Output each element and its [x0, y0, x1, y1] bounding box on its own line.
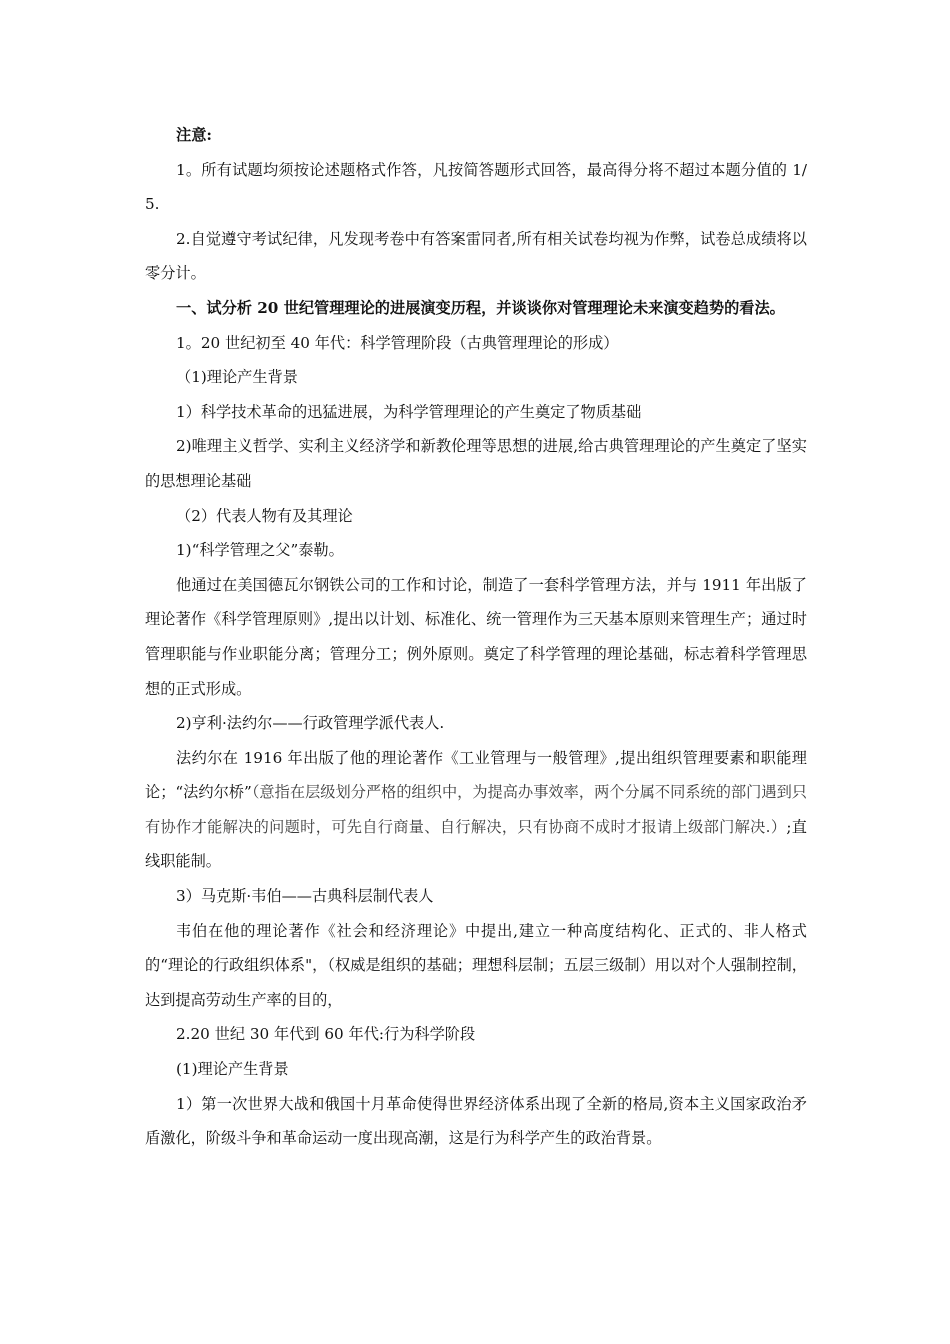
- notice-item-2: 2.自觉遵守考试纪律，凡发现考卷中有答案雷同者,所有相关试卷均视为作弊，试卷总成绩将以零分计。: [145, 229, 807, 283]
- section2-background-heading: (1)理论产生背景: [176, 1060, 289, 1079]
- section1-background-1: 1）科学技术革命的迅猛进展，为科学管理理论的产生奠定了物质基础: [176, 402, 642, 421]
- section1-background-heading: （1)理论产生背景: [176, 368, 298, 387]
- notice-item-1: 1。所有试题均须按论述题格式作答，凡按简答题形式回答，最高得分将不超过本题分值的 1/5.: [145, 160, 807, 214]
- section2-heading: 2.20 世纪 30 年代到 60 年代:行为科学阶段: [176, 1025, 476, 1044]
- section1-people-heading: （2）代表人物有及其理论: [176, 506, 353, 525]
- fayol-text-c: ;直线职能制。: [145, 817, 807, 871]
- fayol-text: [145, 741, 807, 879]
- section2-background-1: 1）第一次世界大战和俄国十月革命使得世界经济体系出现了全新的格局,资本主义国家政治矛盾激化，阶级斗争和革命运动一度出现高潮，这是行为科学产生的政治背景。: [145, 1094, 807, 1148]
- taylor-heading: 1)“科学管理之父”泰勒。: [176, 541, 344, 560]
- document-page: [145, 118, 807, 1156]
- section1-heading: 1。20 世纪初至 40 年代：科学管理阶段（古典管理理论的形成）: [176, 333, 619, 352]
- fayol-text-a: 法约尔在 1916 年出版了他的理论著作《工业管理与一般管理》,提出组织管理要素和职能理论；“法约尔桥”: [145, 748, 807, 802]
- weber-heading: 3）马克斯·韦伯——古典科层制代表人: [176, 887, 434, 906]
- fayol-heading: 2)亨利·法约尔——行政管理学派代表人.: [176, 714, 445, 733]
- fayol-text-b: （意指在层级划分严格的组织中，为提高办事效率，两个分属不同系统的部门遇到只有协作才能解决的问题时，可先自行商量、自行解决，只有协商不成时才报请上级部门解决.）: [145, 783, 807, 836]
- section1-background-2: 2)唯理主义哲学、实利主义经济学和新教伦理等思想的进展,给古典管理理论的产生奠定了坚实的思想理论基础: [145, 437, 807, 490]
- notice-title: 注意:: [176, 126, 212, 144]
- weber-text: 韦伯在他的理论著作《社会和经济理论》中提出,建立一种高度结构化、正式的、非人格式的“理论的行政组织体系"，（权威是组织的基础；理想科层制；五层三级制）用以对个人强制控制，达到提高劳动生产率的目的，: [145, 921, 807, 1009]
- question-heading: 一、试分析 20 世纪管理理论的进展演变历程，并谈谈你对管理理论未来演变趋势的看法。: [176, 298, 785, 317]
- taylor-text: 他通过在美国德瓦尔钢铁公司的工作和讨论，制造了一套科学管理方法，并与 1911 年出版了理论著作《科学管理原则》,提出以计划、标准化、统一管理作为三天基本原则来管理生产；通过时管理职能与作业职能分离；管理分工；例外原则。奠定了科学管理的理论基础，标志着科学管理思想的正式形成。: [145, 575, 807, 698]
